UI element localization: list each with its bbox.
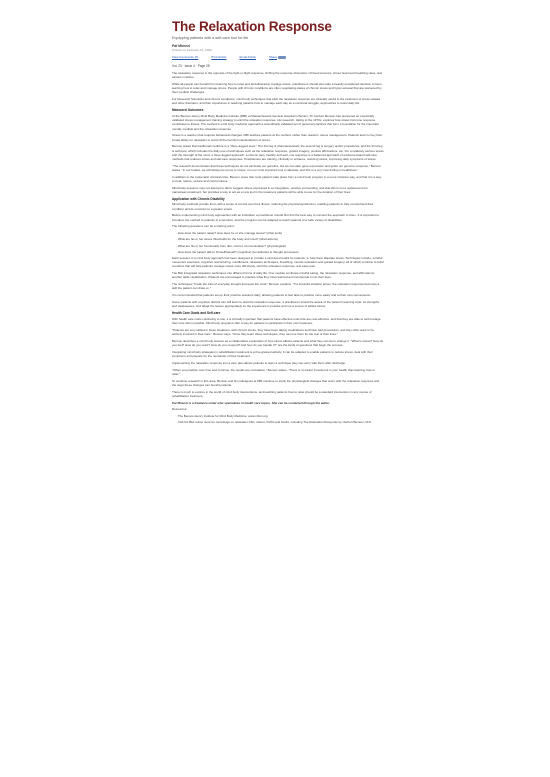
paragraph: Each session of a mind body approach has been designed to provide a structured toolkit for patients, to help them alleviate stress. Techniques include, mindful movement exercises, cognitive restructuring, mindfulness, relaxation techniques, breathing, muscle relaxation and guided imagery, all of which combine to build a toolbox that will help patients manage stress more effectively, elicit the relaxation response, and ease pain. bbox=[172, 256, 384, 269]
article-subtitle: Equipping patients with a self-care tool for life bbox=[172, 36, 249, 40]
share-link[interactable]: Share bbox=[268, 55, 277, 59]
view-comments-link[interactable]: View Comments (0) bbox=[172, 55, 199, 59]
section-heading: Application with Chronic Disability bbox=[172, 196, 225, 201]
posted-date: Posted on: February 10, 2009 bbox=[172, 48, 212, 52]
paragraph: Integrating mind body strategies in rehabilitation treatment is a fine-grained activity. It can be adapted to enable patients to reduce stress, deal with their symptoms and prepare for the remainder of their treatment. bbox=[172, 349, 373, 358]
list-item: · What are his or her functionally from diet, control, communication? (physiological) bbox=[176, 243, 286, 248]
list-item: · How does the patient relate? How does he or she manage stress? (what tools) bbox=[176, 231, 283, 236]
paragraph: Stress is a reaction that requires behavioral changes. MBI teaches patients at the method, rather than reaction, stress management. Patients learn to buy their innate ability for relaxation to ward off the harmful manifestations of stress. bbox=[172, 133, 383, 142]
share-button[interactable] bbox=[269, 55, 286, 59]
print-article-link[interactable]: Print Article bbox=[211, 55, 227, 59]
paragraph: "The research demonstrates that these techniques do not eliminate our genetics, but we can alter gene expression and guide our genome response," Benson states. "In our bodies, we will always be prone to stress, it is our most important tool to alleviate, and this is a very new finding in healthcare." bbox=[172, 163, 381, 172]
article-toolbar bbox=[172, 54, 384, 60]
paragraph: Some patients with cognitive deficits can still learn to elicit the relaxation response. A practitioner should be aware of the patient's learning style, its strengths and weaknesses, and adapt the lesson appropriately so the experience is positive and not a source of added stress. bbox=[172, 300, 380, 309]
paragraph: The BHI integrated relaxation techniques into different forms of daily life. One module combines mindful eating, the relaxation response, and affirmations; another adds visualization. Patients are encouraged to practice what they have learned and incorporate it into their lives. bbox=[172, 271, 375, 280]
section-heading: Measured Outcomes bbox=[172, 108, 204, 113]
section-heading: Health Care Goals and Self-care bbox=[172, 311, 221, 316]
paragraph: It is recommended that patients set up their practice sessions daily, allowing patients to feel able to practice more easily and at their own convenience. bbox=[172, 293, 372, 298]
paragraph: Implementing the relaxation response into a care plan allows patients to learn a technique they can carry with them after discharge. bbox=[172, 360, 346, 365]
paragraph: Benson states that traditional medicine is a "three-legged stool." The first leg is pharmaceuticals; the second leg is surgery and/or procedures; and the third leg is self-care, which includes the daily use of techniques such as the relaxation response, guided imagery, positive affirmations, etc. For a relatively serious stress with the strength of the mind, a three-legged approach, a chronic pain, healthy and well, one response is a balanced approach of evidence-based self-care methods that reduces stress and self-care responses. Practitioners are training, clinically to enhance, reducing stress, improving daily symptoms of stress. bbox=[172, 144, 384, 161]
paragraph: Benson describes a mind body session as a collaborative exploration of how stress affects patients and what they can do to change it. "What is stress? How do you feel? How do you react? How do you respond? And how do you handle it?" are the kinds of questions that begin the process. bbox=[172, 338, 384, 347]
paragraph: In addition to the systematic doctoral roles, Benson notes that most patients take place from a mind body program in a more inclusive way, and that it is a way to treat, relieve, reduce and control stress. bbox=[172, 174, 382, 183]
list-item: · Visit the BHI online store for recordings on relaxation CDs, videos, DVDs and books, including The Relaxation Response by Herbert Benson, M.D. bbox=[176, 420, 372, 425]
email-article-link[interactable]: Email Article bbox=[239, 55, 256, 59]
paragraph: At the Benson-Henry Mind Body Medicine Institute (MBI) at Massachusetts General Hospital in Boston, Dr. Herbert Benson has pioneered an empirically validated stress management training strategy to elicit the relaxation response. His research, dating to the 1970s, explores how stress hormone response contributes to illness. The method is mind body medicine approach a scientifically validated set of personal practices that form a foundation for the important mental, medical and the relaxation response. bbox=[172, 113, 379, 131]
paragraph: Before implementing mind body approaches with an individual, a practitioner should first find the best way to connect the approach to them. It is important to introduce the method to patients in a sensitive, and the program can be adapted to teach patients of a wide variety of disabilities. bbox=[172, 213, 379, 222]
author-bio: Pat Mirenzi is a freelance writer who specializes in health care topics. She can be contacted through the editor. bbox=[172, 400, 330, 405]
paragraph: The following questions can be a starting point: bbox=[172, 224, 235, 229]
paragraph: Mind body sessions may not attempt to fail to suggest where expressed in an integrative, positive surrounding, and that this is not a replacement for mainstream treatment, but provides a way to act as a new tool in the treatment patients will be able to use for the duration of their lives. bbox=[172, 185, 368, 194]
paragraph: Mind body methods provide them with a sense of control over their illness, reducing the physical dysfunction, enabling patients to fully comprehend their condition and its emotions to a greater extent. bbox=[172, 202, 374, 211]
article-author: Pat Mirenzi bbox=[172, 44, 190, 48]
paragraph: For Research Scientists and chronic conditions, mind body techniques that elicit the relaxation response are clinically useful in the treatment of stress-related and other disorders, and their importance in teaching patients how to manage each day as a continual struggle, approaches to resist daily life. bbox=[172, 97, 381, 106]
paragraph: To continue research in this area, Benson and his colleagues at MBI continue to study the physiological changes that occur with the relaxation response and the ways these changes can benefit patients. bbox=[172, 378, 380, 387]
paragraph: The techniques "break the train of everyday thought and quiet the mind," Benson explains. "If a stressful situation arises, the relaxation response becomes a skill the patient can draw on." bbox=[172, 282, 380, 291]
issue-info: Vol. 23 · Issue 4 · Page 28 bbox=[172, 64, 210, 68]
paragraph: While all people can benefit from learning how to relax and all deliberately manage stress, practitioners should also take a heavily-considered decision to favor learning how to relax and manage stress. People with chronic conditions are often negotiating states of chronic stress and hyper-arousal that are worsened by their medical challenges. bbox=[172, 82, 382, 95]
article-page bbox=[172, 20, 384, 427]
paragraph: The relaxation response is the opposite of the fight-or-flight response, shifting the response dimension of blood pressure, stress heart and breathing rates, and various muscles. bbox=[172, 71, 382, 80]
list-item: · What are his or her stress thresholds for the body and mind? (what actions) bbox=[176, 237, 278, 242]
list-item: · How does the patient talk to himself/herself? (cognitive) (for attitudes to thought processes) bbox=[176, 249, 299, 254]
article-body bbox=[172, 71, 384, 425]
paragraph: Resources: bbox=[172, 407, 188, 412]
paragraph: "Patients are very skilled in these situations; with chronic stress, they have been taking medications and have had procedures, and they often want to be actively involved in their care," Benson says. "Once they learn these techniques, they can use them for the rest of their lives." bbox=[172, 327, 375, 336]
paragraph: With health care costs continuing to rise, it is critically important that patients have effective tools that are cost-effective, and that they are able to self-manage their care when possible. Mind body programs offer a way for patients to participate in their own treatment. bbox=[172, 316, 381, 325]
article-title: The Relaxation Response bbox=[172, 19, 332, 34]
share-icon bbox=[278, 56, 286, 59]
list-item: · The Benson-Henry Institute for Mind Body Medicine: www.mbmi.org bbox=[176, 414, 268, 419]
paragraph: There is much to explore in the world of mind body interventions, and teaching patients how to relax should be a standard intervention in any course of rehabilitation treatment. bbox=[172, 389, 372, 398]
paragraph: "When you practice over time and continue, the results are cumulative," Benson states. "There is no better investment in your health than learning how to relax." bbox=[172, 367, 375, 376]
